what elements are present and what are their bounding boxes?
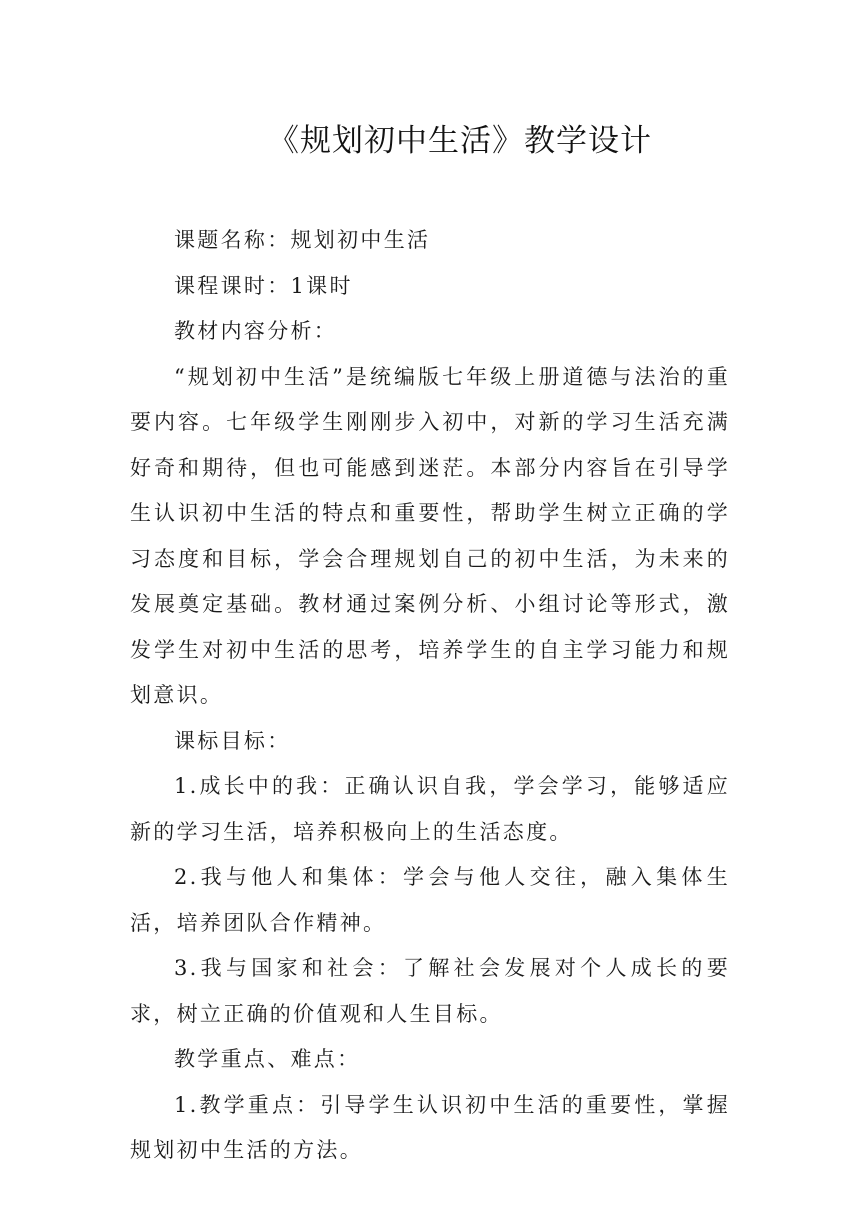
curriculum-goals-heading: 课标目标： — [174, 728, 291, 753]
key-points-heading: 教学重点、难点： — [174, 1047, 361, 1071]
goal-item-1: 1.成长中的我：正确认识自我，学会学习，能够适应新的学习生活，培养积极向上的生活态度。 — [130, 774, 730, 844]
goal-item-2: 2.我与他人和集体：学会与他人交往，融入集体生活，培养团队合作精神。 — [130, 865, 730, 935]
document-title: 《规划初中生活》教学设计 — [268, 123, 652, 159]
material-analysis-paragraph: “规划初中生活”是统编版七年级上册道德与法治的重要内容。七年级学生刚刚步入初中，对新的学习生活充满好奇和期待，但也可能感到迷茫。本部分内容旨在引导学生认识初中生活的特点和重要性，帮助学生树立正确的学习态度和目标，学会合理规划自己的初中生活，为未来的发展奠定基础。教材通过案例分析、小组讨论等形式，激发学生对初中生活的思考，培养学生的自主学习能力和规划意识。 — [130, 364, 730, 707]
key-point-item-1: 1.教学重点：引导学生认识初中生活的重要性，掌握规划初中生活的方法。 — [130, 1092, 730, 1162]
material-analysis-heading: 教材内容分析： — [174, 319, 338, 343]
document-body — [130, 218, 730, 1174]
course-hours-paragraph: 课程课时：1课时 — [174, 273, 353, 298]
course-name-paragraph: 课题名称：规划初中生活 — [174, 228, 431, 252]
goal-item-3: 3.我与国家和社会：了解社会发展对个人成长的要求，树立正确的价值观和人生目标。 — [130, 956, 730, 1026]
